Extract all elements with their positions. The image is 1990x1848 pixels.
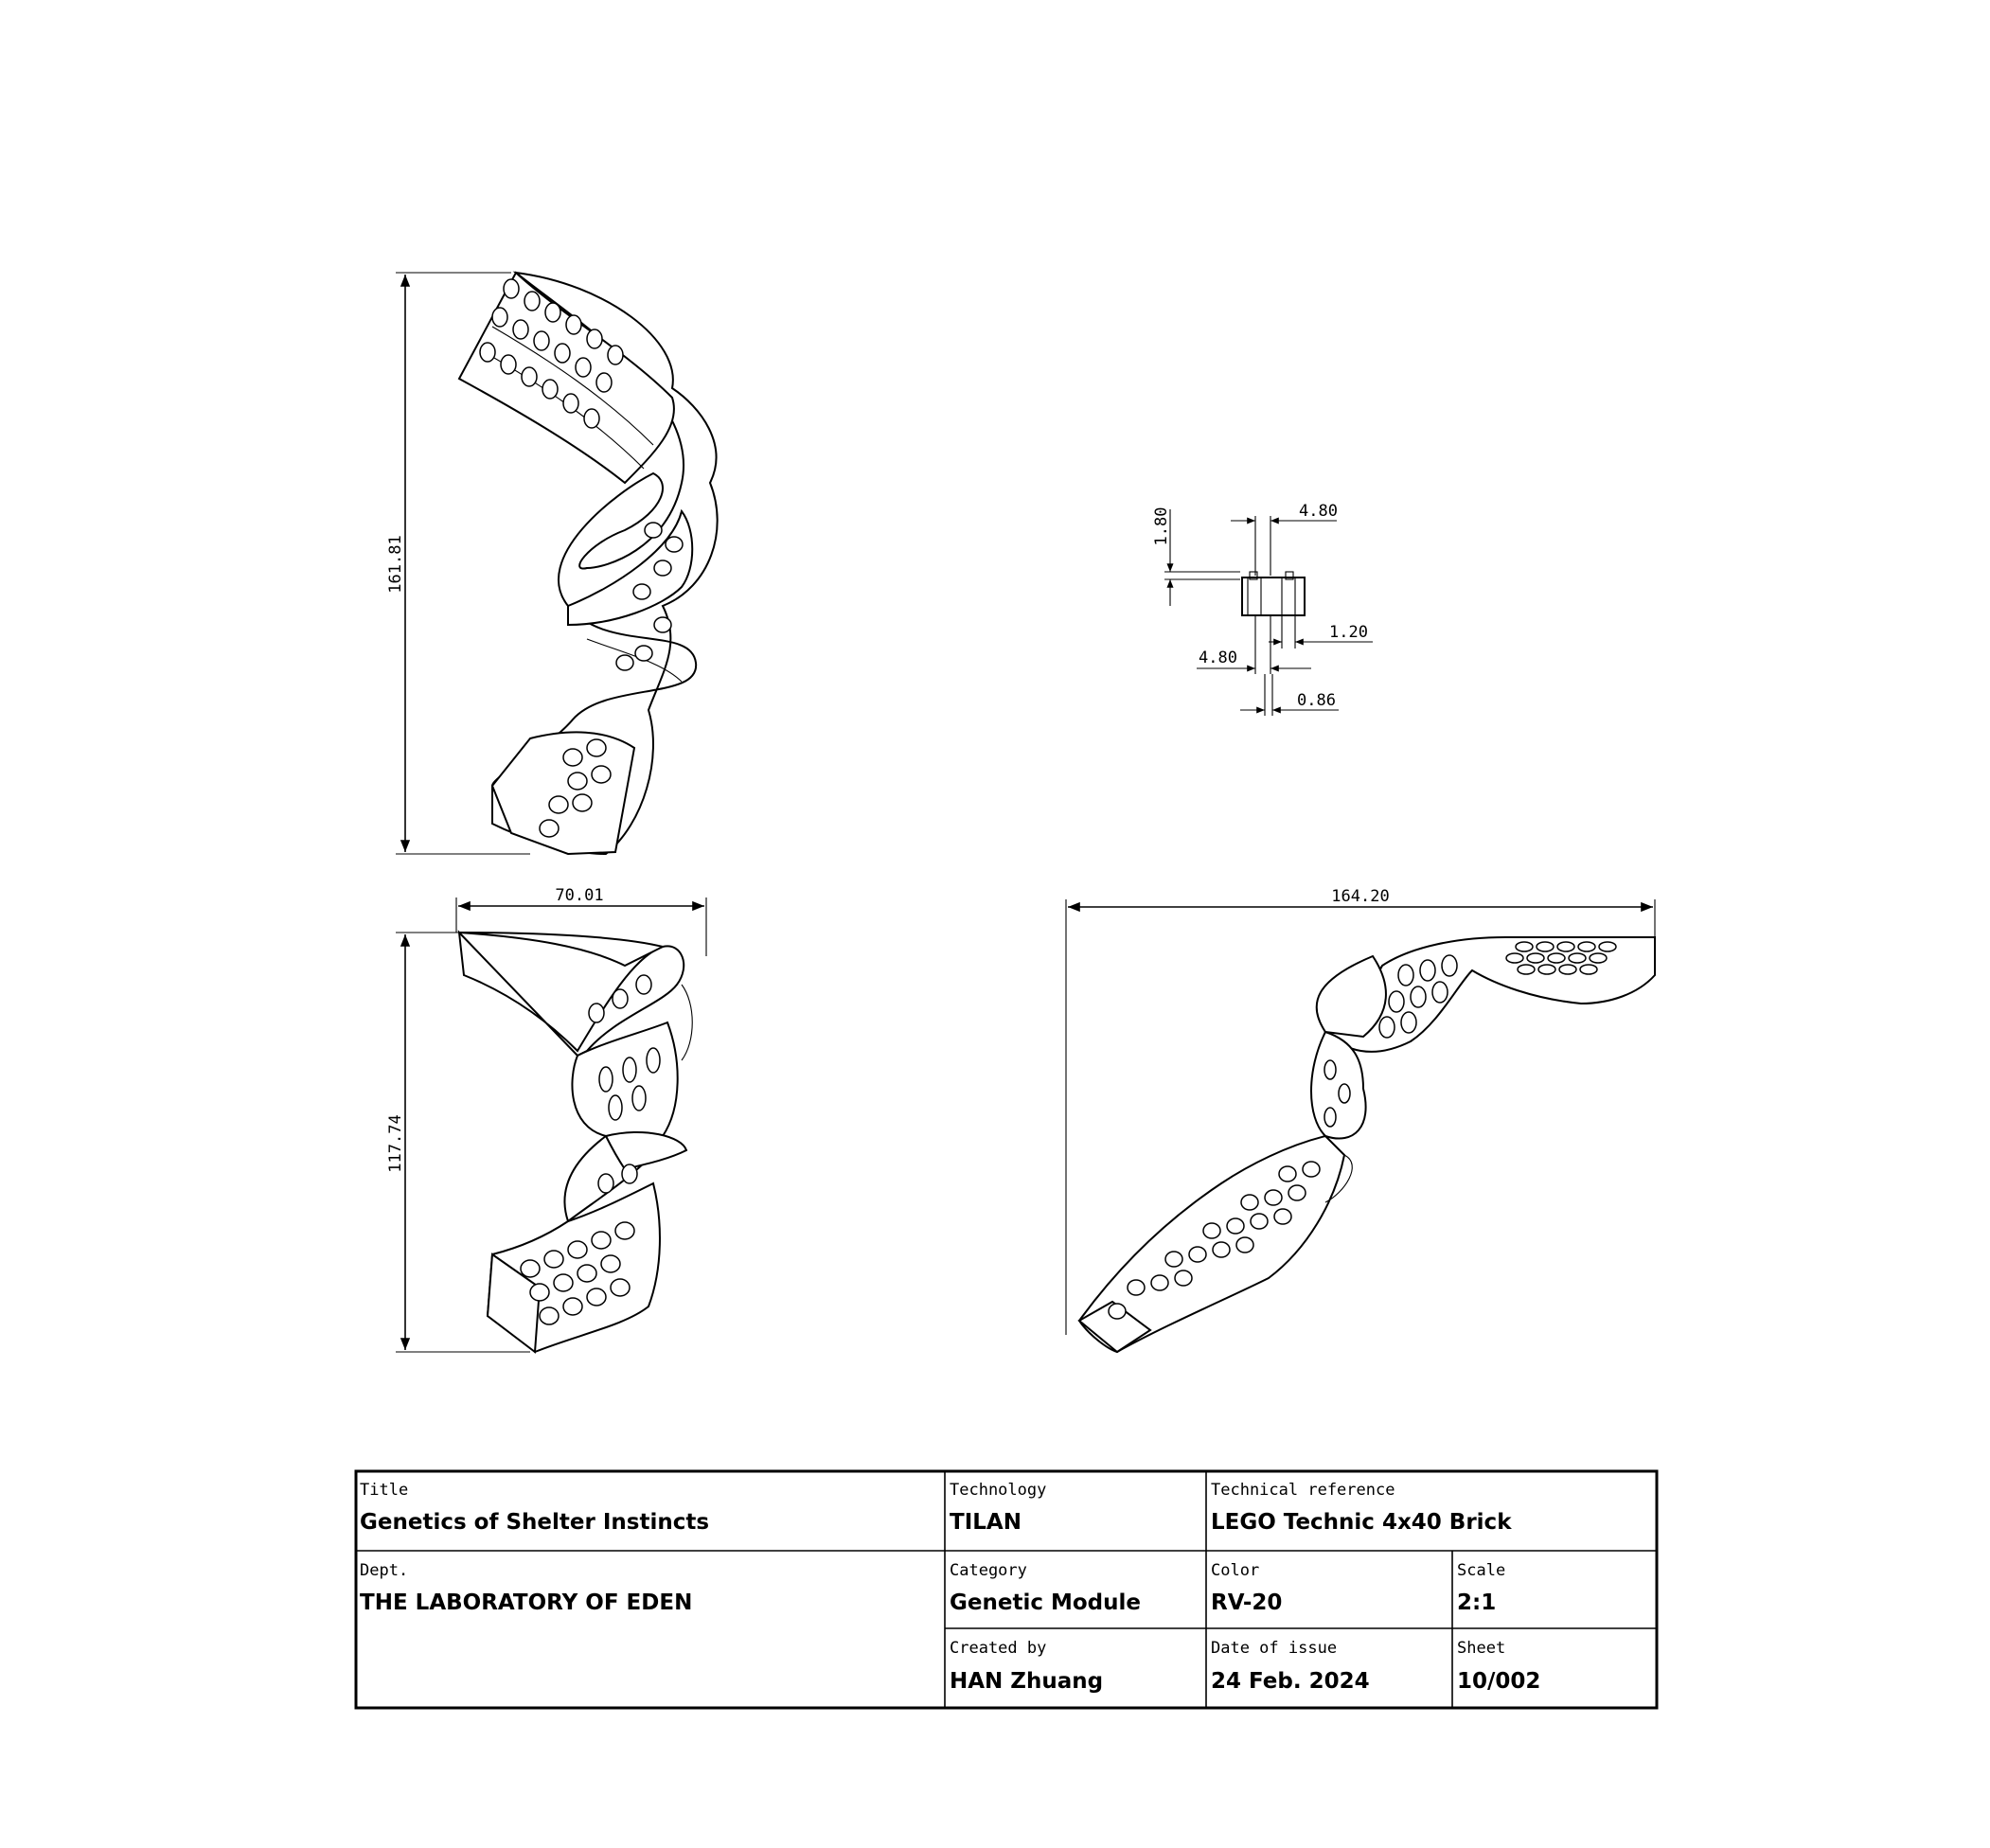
technology-value: TILAN	[950, 1510, 1022, 1535]
detail-dim-d: 4.80	[1199, 649, 1237, 667]
side-width-value: 70.01	[555, 886, 604, 905]
detail-dim-left	[1197, 625, 1311, 674]
dept-label: Dept.	[360, 1561, 409, 1580]
detail-dim-e: 0.86	[1297, 691, 1336, 710]
category-label: Category	[950, 1561, 1027, 1580]
front-height-value: 161.81	[386, 535, 405, 594]
sheet-label: Sheet	[1457, 1639, 1506, 1658]
detail-dim-vertical	[1152, 507, 1240, 606]
detail-dim-top	[1231, 502, 1338, 576]
front-view	[386, 273, 718, 854]
scale-label: Scale	[1457, 1561, 1506, 1580]
sheet-value: 10/002	[1457, 1669, 1541, 1694]
detail-dim-c: 1.20	[1329, 623, 1368, 642]
created-by-label: Created by	[950, 1639, 1047, 1658]
techref-label: Technical reference	[1211, 1481, 1395, 1500]
scale-value: 2:1	[1457, 1590, 1497, 1615]
category-value: Genetic Module	[950, 1590, 1141, 1615]
dept-value: THE LABORATORY OF EDEN	[360, 1590, 693, 1615]
detail-dim-right	[1269, 615, 1373, 649]
techref-value: LEGO Technic 4x40 Brick	[1211, 1510, 1512, 1535]
title-block	[356, 1471, 1657, 1708]
title-value: Genetics of Shelter Instincts	[360, 1510, 710, 1535]
detail-dim-bottom	[1240, 674, 1339, 716]
date-of-issue-label: Date of issue	[1211, 1639, 1338, 1658]
color-label: Color	[1211, 1561, 1260, 1580]
side-height-value: 117.74	[386, 1114, 405, 1173]
technology-label: Technology	[950, 1481, 1047, 1500]
title-label: Title	[360, 1481, 409, 1500]
date-of-issue-value: 24 Feb. 2024	[1211, 1669, 1370, 1694]
top-width-value: 164.20	[1331, 887, 1390, 906]
side-view	[386, 886, 706, 1352]
top-view	[1066, 887, 1655, 1352]
detail-dim-b: 1.80	[1152, 506, 1171, 546]
detail-view	[1152, 502, 1373, 716]
created-by-value: HAN Zhuang	[950, 1669, 1104, 1694]
detail-dim-a: 4.80	[1299, 502, 1338, 521]
color-value: RV-20	[1211, 1590, 1283, 1615]
top-ribbon-part	[1079, 937, 1655, 1352]
side-ribbon-part	[459, 933, 692, 1352]
